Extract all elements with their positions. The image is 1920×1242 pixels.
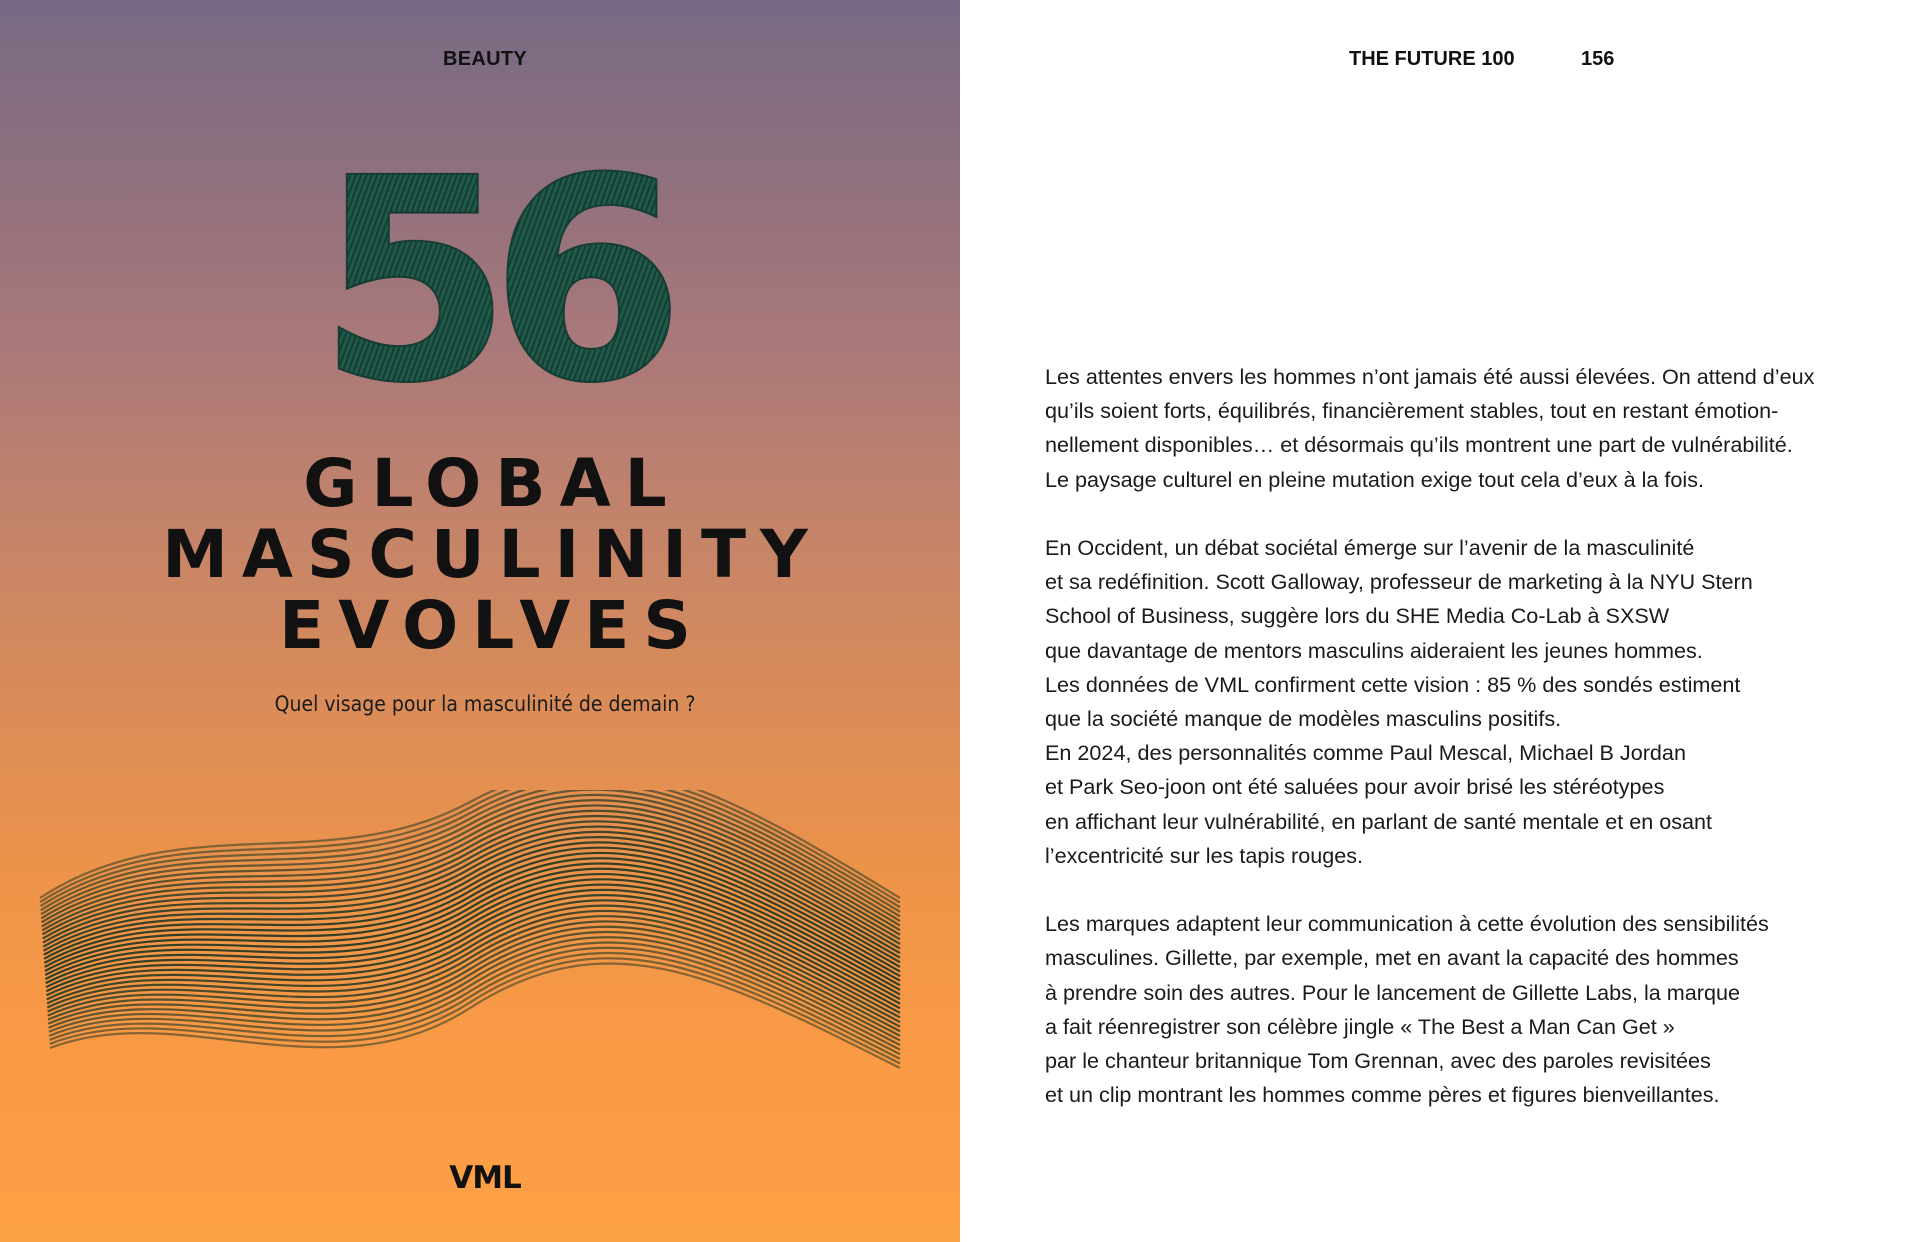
text-line: a fait réenregistrer son célèbre jingle « The Best a Man Can Get »	[1045, 1013, 1675, 1039]
text-line: et Park Seo-joon ont été saluées pour avoir brisé les stéréotypes	[1045, 774, 1665, 800]
text-line: Les marques adaptent leur communication à cette évolution des sensibilités	[1045, 911, 1769, 937]
page-number: 156	[1581, 48, 1615, 70]
text-line: Le paysage culturel en pleine mutation exige tout cela d’eux à la fois.	[1045, 466, 1705, 492]
cover-title	[0, 445, 960, 664]
title-line-2: MASCULINITY	[162, 516, 822, 593]
article-page	[960, 0, 1920, 1242]
text-line: En 2024, des personnalités comme Paul Mescal, Michael B Jordan	[1045, 740, 1686, 766]
text-line: par le chanteur britannique Tom Grennan, avec des paroles revisitées	[1045, 1048, 1711, 1074]
wave-illustration	[0, 790, 960, 1170]
text-line: l’excentricité sur les tapis rouges.	[1045, 842, 1364, 868]
text-line: que davantage de mentors masculins aideraient les jeunes hommes.	[1045, 637, 1703, 663]
text-line: et un clip montrant les hommes comme pères et figures bienveillantes.	[1045, 1082, 1720, 1108]
text-line: School of Business, suggère lors du SHE Media Co-Lab à SXSW	[1045, 603, 1670, 629]
section-label: BEAUTY	[442, 48, 528, 70]
publication-title: THE FUTURE 100	[1349, 48, 1515, 70]
cover-subtitle: Quel visage pour la masculinité de demain ?	[274, 692, 696, 716]
text-line: Les attentes envers les hommes n’ont jamais été aussi élevées. On attend d’eux	[1045, 364, 1815, 389]
big-number-text: 56	[317, 150, 663, 410]
text-line: à prendre soin des autres. Pour le lancement de Gillette Labs, la marque	[1045, 979, 1740, 1005]
big-number-56	[300, 150, 680, 410]
paragraph-1	[1045, 360, 1865, 497]
text-line: que la société manque de modèles masculins positifs.	[1045, 706, 1562, 732]
title-line-1: GLOBAL	[303, 445, 681, 522]
text-line: En Occident, un débat sociétal émerge sur l’avenir de la masculinité	[1045, 535, 1695, 560]
text-line: et sa redéfinition. Scott Galloway, professeur de marketing à la NYU Stern	[1045, 569, 1753, 595]
title-line-3: EVOLVES	[279, 587, 705, 664]
article-body	[1045, 360, 1865, 1147]
paragraph-3	[1045, 907, 1865, 1112]
text-line: en affichant leur vulnérabilité, en parlant de santé mentale et en osant	[1045, 808, 1713, 834]
text-line: masculines. Gillette, par exemple, met en avant la capacité des hommes	[1045, 945, 1739, 971]
paragraph-2	[1045, 531, 1865, 873]
text-line: qu’ils soient forts, équilibrés, financièrement stables, tout en restant émotion-	[1045, 398, 1779, 424]
vml-logo: VML	[449, 1160, 521, 1196]
text-line: nellement disponibles… et désormais qu’ils montrent une part de vulnérabilité.	[1045, 432, 1793, 458]
text-line: Les données de VML confirment cette vision : 85 % des sondés estiment	[1045, 671, 1741, 697]
